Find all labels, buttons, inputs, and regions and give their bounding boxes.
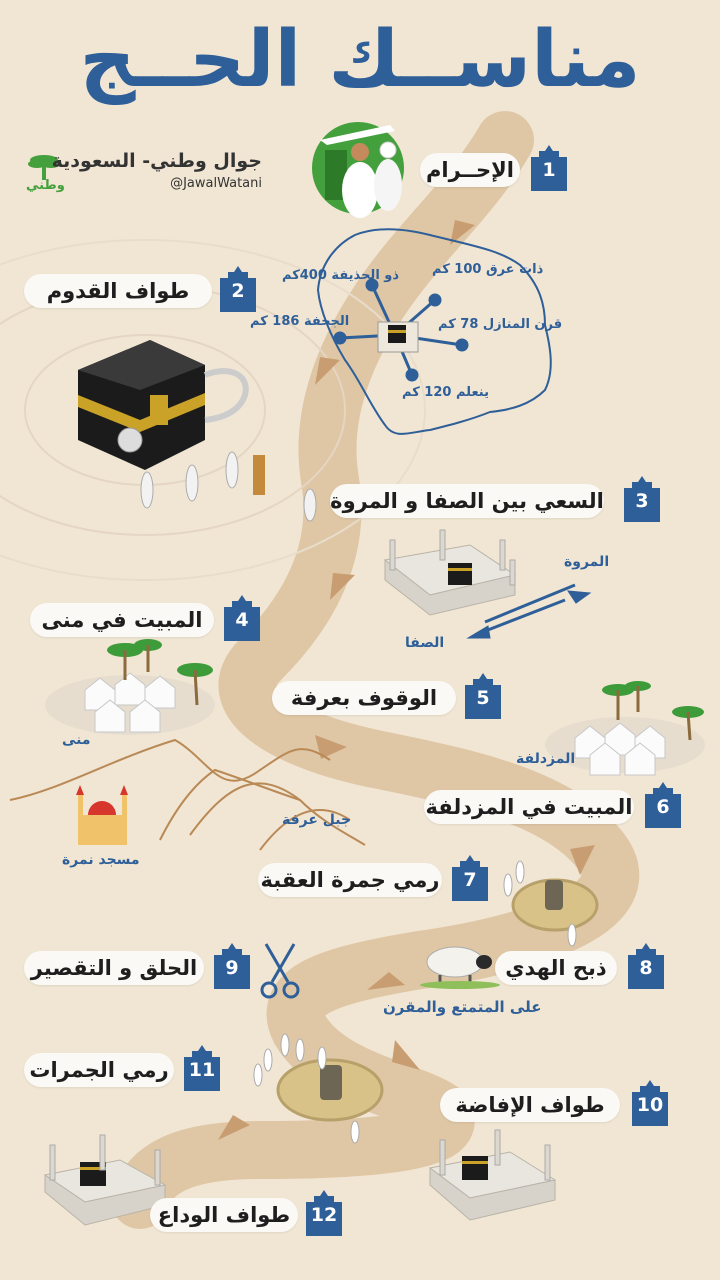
brand-block	[22, 150, 282, 200]
label-muzdalifah: المزدلفة	[516, 751, 576, 767]
scissors-icon	[258, 940, 302, 1000]
step-3-badge	[624, 476, 660, 522]
miqat-juhfah: الجحفة 186 كم	[250, 314, 350, 329]
step-12-number: 12	[310, 1204, 338, 1226]
step-3-number: 3	[635, 490, 649, 512]
step-10-badge	[632, 1080, 668, 1126]
step-6-badge	[645, 782, 681, 828]
step-4-label: المبيت في منى	[30, 603, 214, 637]
step-11-label: رمي الجمرات	[24, 1053, 174, 1087]
label-mina: منى	[62, 732, 91, 748]
label-jabal-arafah: جبل عرفة	[282, 812, 352, 828]
step-1-label: الإحــرام	[420, 153, 520, 187]
step-8-number: 8	[639, 957, 653, 979]
step-8-label: ذبح الهدي	[495, 951, 617, 985]
label-marwah: المروة	[564, 554, 610, 570]
step-12-label: طواف الوداع	[150, 1198, 298, 1232]
step-2-label: طواف القدوم	[24, 274, 212, 308]
step-12-badge	[306, 1190, 342, 1236]
step-2-badge	[220, 266, 256, 312]
step-7-badge	[452, 855, 488, 901]
miqat-yalamlam: ينعلم 120 كم	[402, 385, 489, 400]
miqat-qarn-manazil: قرن المنازل 78 كم	[438, 317, 563, 332]
step-6-number: 6	[656, 796, 670, 818]
brand-name: جوال وطني- السعودية	[51, 150, 262, 172]
step-4-number: 4	[235, 609, 249, 631]
mina-tents	[45, 639, 215, 735]
step-5-badge	[465, 673, 501, 719]
step-4-badge	[224, 595, 260, 641]
step-10-label: طواف الإفاضة	[440, 1088, 620, 1122]
step-11-number: 11	[188, 1059, 216, 1081]
step-9-number: 9	[225, 957, 239, 979]
label-tamattu-note: على المتمتع والمقرن	[383, 998, 542, 1016]
miqat-dhat-irq: ذات عرق 100 كم	[432, 262, 544, 277]
step-7-label: رمي جمرة العقبة	[258, 863, 442, 897]
masjid-namirah-illustration	[76, 785, 128, 845]
step-11-badge	[184, 1045, 220, 1091]
miqat-dhul-hulayfah: ذو الحذيفة 400كم	[282, 268, 400, 283]
label-safa: الصفا	[405, 635, 445, 651]
kaaba-illustration	[78, 340, 316, 521]
label-masjid-namirah: مسجد نمرة	[62, 852, 140, 868]
step-1-number: 1	[542, 159, 556, 181]
page-title: مناســك الحــج	[79, 15, 641, 105]
step-9-label: الحلق و التقصير	[24, 951, 204, 985]
haram-mosque-3	[385, 530, 515, 615]
step-9-badge	[214, 943, 250, 989]
step-5-number: 5	[476, 687, 490, 709]
step-5-label: الوقوف بعرفة	[272, 681, 456, 715]
step-2-number: 2	[231, 280, 245, 302]
step-10-number: 10	[636, 1094, 664, 1116]
brand-handle: @JawalWatani	[170, 176, 262, 191]
step-7-number: 7	[463, 869, 477, 891]
step-3-label: السعي بين الصفا و المروة	[330, 484, 604, 518]
step-8-badge	[628, 943, 664, 989]
brand-logo-text: وطني	[26, 178, 65, 193]
step-6-label: المبيت في المزدلفة	[424, 790, 634, 824]
step-1-badge	[531, 145, 567, 191]
